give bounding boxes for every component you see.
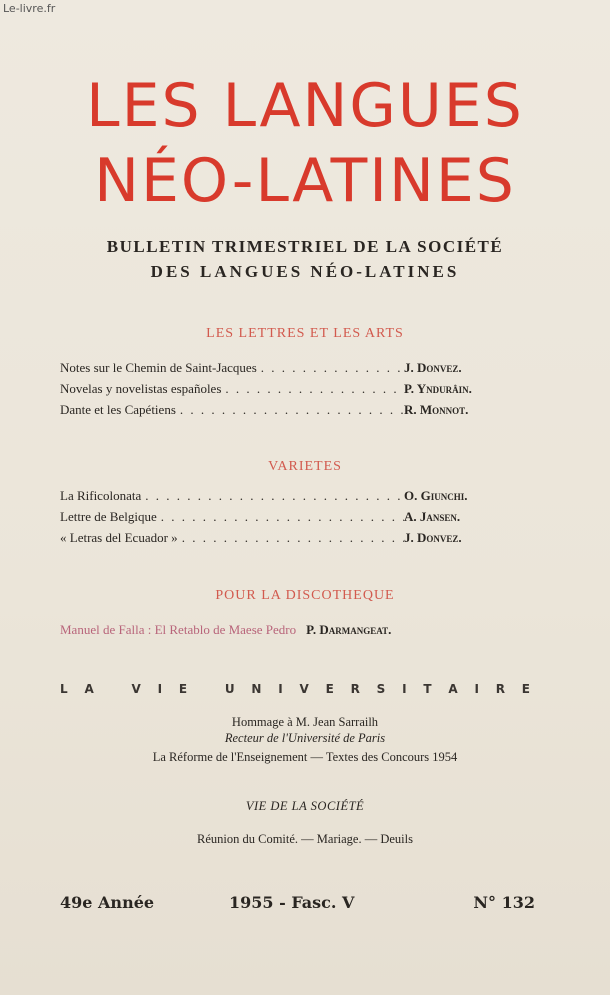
toc-entry-title: Dante et les Capétiens: [60, 402, 176, 417]
toc-entry-title: Manuel de Falla : El Retablo de Maese Pedro: [60, 622, 297, 637]
univ-letter: A: [448, 682, 458, 696]
univ-letter: [111, 682, 115, 696]
univ-letter: R: [495, 682, 505, 696]
toc-entry-title: La Rificolonata: [60, 488, 142, 503]
toc-entry-title: Lettre de Belgique: [60, 509, 157, 524]
univ-letter: N: [251, 682, 262, 696]
toc-entry-author: R. Monnot.: [404, 402, 469, 417]
univ-letter: V: [131, 682, 141, 696]
toc-entry-title: Notes sur le Chemin de Saint-Jacques: [60, 360, 257, 375]
toc-entry-author: J. Donvez.: [404, 360, 462, 375]
univ-letter: I: [402, 682, 407, 696]
univ-letter: V: [299, 682, 309, 696]
title-line-1: LES LANGUES: [86, 71, 524, 141]
univ-letter: U: [224, 682, 235, 696]
leader-dots: [178, 530, 404, 546]
annee: 49e Année: [60, 893, 155, 912]
univ-letter: I: [474, 682, 479, 696]
recteur-line: Recteur de l'Université de Paris: [224, 731, 386, 745]
title-line-2: NÉO-LATINES: [94, 146, 516, 216]
toc-entry: [60, 488, 530, 509]
section-heading-discotheque: POUR LA DISCOTHEQUE: [215, 588, 395, 603]
univ-letter: L: [60, 682, 68, 696]
toc-entry: [60, 360, 530, 381]
toc-varietes: [60, 488, 530, 551]
toc-entry: [60, 509, 530, 530]
univ-letter: R: [350, 682, 360, 696]
univ-letter: [204, 682, 208, 696]
reforme-line: La Réforme de l'Enseignement — Textes des Concours 1954: [152, 750, 458, 764]
toc-entry-author: O. Giunchi.: [404, 488, 468, 503]
univ-letter: A: [84, 682, 94, 696]
toc-lettres: [60, 360, 530, 423]
toc-entry-title: Novelas y novelistas españoles: [60, 381, 222, 396]
toc-entry: [60, 402, 530, 423]
univ-letter: E: [521, 682, 530, 696]
numero: N° 132: [473, 893, 535, 912]
fascicule: 1955 - Fasc. V: [229, 893, 355, 912]
univ-letter: S: [376, 682, 386, 696]
leader-dots: [176, 402, 404, 418]
toc-entry-author: A. Jansen.: [404, 509, 461, 524]
section-heading-vie-societe: VIE DE LA SOCIÉTÉ: [245, 799, 365, 813]
toc-entry-author: P. Darmangeat.: [306, 622, 392, 637]
univ-letter: I: [157, 682, 163, 696]
vie-societe-items: Réunion du Comité. — Mariage. — Deuils: [197, 832, 413, 846]
section-heading-lettres: LES LETTRES ET LES ARTS: [206, 326, 404, 341]
toc-entry: [60, 381, 530, 402]
leader-dots: [157, 509, 404, 525]
section-heading-varietes: VARIETES: [268, 459, 342, 474]
leader-dots: [141, 488, 404, 504]
leader-dots: [221, 381, 404, 397]
univ-letter: E: [178, 682, 188, 696]
section-heading-vie-universitaire: [60, 682, 530, 696]
watermark: Le-livre.fr: [3, 2, 56, 15]
toc-entry-title: « Letras del Ecuador »: [60, 530, 178, 545]
univ-letter: E: [325, 682, 334, 696]
toc-discotheque: [60, 622, 530, 643]
toc-entry-author: J. Donvez.: [404, 530, 462, 545]
univ-letter: I: [278, 682, 283, 696]
toc-entry: [60, 622, 530, 643]
toc-entry-author: P. Yndurâin.: [404, 381, 472, 396]
hommage-line: Hommage à M. Jean Sarrailh: [231, 715, 379, 729]
toc-entry: [60, 530, 530, 551]
leader-dots: [257, 360, 404, 376]
univ-letter: T: [423, 682, 432, 696]
subtitle-line-1: BULLETIN TRIMESTRIEL DE LA SOCIÉTÉ: [106, 237, 504, 256]
subtitle-line-2: DES LANGUES NÉO-LATINES: [150, 262, 460, 281]
